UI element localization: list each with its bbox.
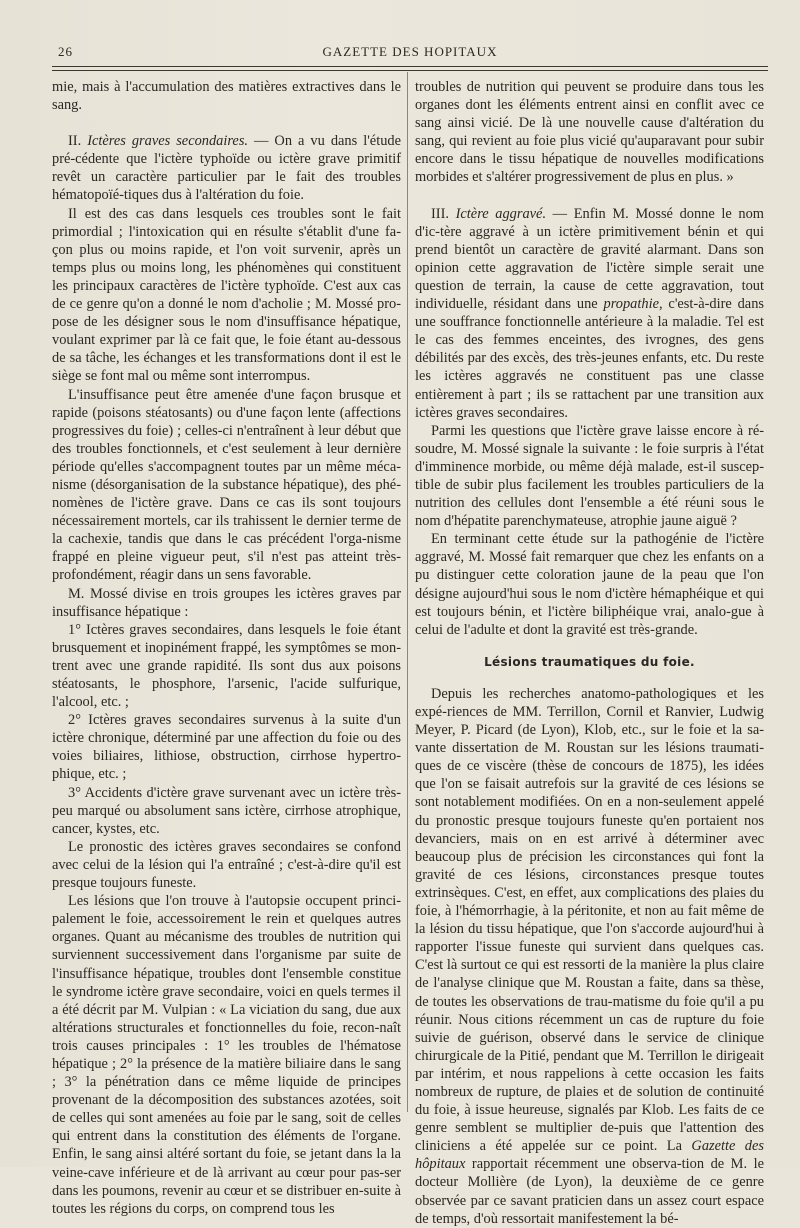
section-title: Ictères graves secondaires. bbox=[87, 133, 249, 150]
paragraph: En terminant cette étude sur la pathogénie de l'ictère aggravé, M. Mossé fait remarquer que chez les enfants on a pu distinguer cette coloration jaune de la peau que l'on désigne aujourd'hui sous le nom d'ictère hémaphéique et qui est toujours bénin, et l'ictère biliphéique vrai, analo-gue à celui de l'adulte et dont la gravité est très-grande. bbox=[415, 531, 764, 638]
section-number: II. bbox=[68, 133, 82, 150]
paragraph-text: — On a vu dans l'étude pré-cédente que l'ictère typhoïde ou ictère grave primitif revêt un caractère particulier par le fait des troubles hématopoïé-tiques dus à l'altération du foie. bbox=[52, 133, 401, 204]
paragraph-text: — Enfin M. Mossé donne le nom d'ic-tère aggravé à un ictère primitivement bénin et qui prend bientôt un caractère de gravité alarmant. Dans son opinion cette aggravation de l'ictère simple serait une question de terrain, la cause de cette aggravation, tout individuelle, résidant dans une bbox=[415, 205, 764, 313]
paragraph: troubles de nutrition qui peuvent se produire dans tous les organes dont les éléments entrent ainsi en conflit avec ce sang ainsi vicié. De là une nouvelle cause d'altération du sang, qui revient au foie plus vicié qu'auparavant pour subir encore dans le tissu hépatique de nouvelles modifications morbides et s'altérer progressivement de plus en plus. » bbox=[415, 79, 764, 186]
column-divider bbox=[407, 72, 408, 1112]
paragraph bbox=[415, 685, 764, 1228]
header-rule-thin bbox=[52, 70, 768, 71]
paragraph-text: , c'est-à-dire dans une souffrance fonctionnelle antérieure à la maladie. Tel est le cas des femmes enceintes, des ivrognes, des gens débilités par des excès, des très-jeunes enfants, etc. Du reste les ictères aggravés ne constituent pas une classe entièrement à part ; ils se rattachent par une transition aux ictères graves secondaires. bbox=[415, 296, 764, 421]
section-number: III. bbox=[431, 205, 449, 222]
section-heading: Lésions traumatiques du foie. bbox=[484, 654, 695, 669]
section-ii-paragraph bbox=[52, 132, 401, 204]
paragraph-text: Depuis les recherches anatomo-pathologiques et les expé-riences de MM. Terrillon, Cornil et Ranvier, Ludwig Meyer, P. Picard (de Lyon), Klob, etc., sur le foie et la sa-vante dissertation de M. Roustan sur les lésions traumati-ques de ce viscère (thèse de concours de 1875), les idées que l'on se faisait autrefois sur la gravité de ces lésions se sont notablement modifiées. On en a non-seulement appelé du pronostic presque toujours funeste qu'en portaient nos devanciers, mais on en est arrivé à déterminer avec beaucoup plus de précision les circonstances qui font la gravité de ces lésions, circonstances presque toutes extrinsèques. C'est, en effet, aux complications des plaies du foie, à l'hémorrhagie, à la péritonite, et non au fait même de la lésion du tissu hépatique, que l'on s'accorde aujourd'hui à rapporter l'issue funeste qui survient dans quelques cas. C'est là surtout ce qui est ressorti de la manière la plus claire de l'analyse clinique que M. Roustan a faite, dans sa thèse, de toutes les observations de trau-matisme du foie qu'il a pu réunir. Nous citions récemment un cas de rupture du foie suivie de guérison, observé dans le service de clinique chirurgicale de la Pitié, pendant que M. Terrillon le dirigeait par intérim, et nous rappelions à cette occasion les faits nombreux de rupture, de plaies et de solution de continuité du foie, à issue heureuse, signalés par Klob. Les faits de ce genre semblent se multiplier de-puis que l'attention des cliniciens a été appelée sur ce point. La bbox=[415, 685, 764, 1155]
paragraph: Parmi les questions que l'ictère grave laisse encore à ré-soudre, M. Mossé signale la suivante : le foie surpris à l'état d'imminence morbide, ou même déjà malade, est-il suscep-tible de subir plus facilement les troubles particuliers de la nutrition des cellules dont l'ensemble a été réuni sous le nom d'hépatite parenchymateuse, atrophie jaune aiguë ? bbox=[415, 422, 764, 530]
page-number: 26 bbox=[58, 44, 73, 59]
paragraph: Le pronostic des ictères graves secondaires se confond avec celui de la lésion qui l'a entraîné ; c'est-à-dire qu'il est presque toujours funeste. bbox=[52, 838, 401, 892]
right-column bbox=[415, 78, 764, 1228]
paragraph: L'insuffisance peut être amenée d'une façon brusque et rapide (poisons stéatosants) ou d'une façon lente (affections progressives du foie) ; celles-ci n'entraînent à leur début que des troubles fonctionnels, et c'est seulement à leur dernière période qu'elles s'accompagnent toutes par un même méca-nisme (désorganisation de la substance hépatique), des phé-nomènes de l'ictère grave. Dans ce cas ils sont toujours nécessairement mortels, car ils trahissent le dernier terme de la cachexie, tandis que dans le cas précédent l'orga-nisme frappé en pleine vigueur peut, s'il n'est pas atteint très-profondément, réagir dans un sens favorable. bbox=[52, 386, 401, 584]
section-iii-paragraph bbox=[415, 205, 764, 422]
italic-term: Gazette des hôpitaux bbox=[415, 1138, 764, 1173]
paragraph: M. Mossé divise en trois groupes les ictères graves par insuffisance hépatique : bbox=[52, 585, 401, 620]
paragraph-text: rapportait récemment une observa-tion de M. le docteur Mollière (de Lyon), la deuxième de ce genre observée par ce savant praticien dans un assez court espace de temps, d'où ressortait manifestement la bé- bbox=[415, 1156, 764, 1227]
header-rule-thick bbox=[52, 66, 768, 67]
paragraph: mie, mais à l'accumulation des matières extractives dans le sang. bbox=[52, 79, 401, 114]
page-header bbox=[52, 44, 768, 64]
italic-term: propathie bbox=[603, 296, 659, 313]
journal-title: GAZETTE DES HOPITAUX bbox=[322, 44, 498, 59]
list-item: 2° Ictères graves secondaires survenus à la suite d'un ictère chronique, déterminé par une affection du foie ou des voies biliaires, lithiose, obstruction, cirrhose hypertro-phique, etc. ; bbox=[52, 712, 401, 783]
paragraph: Les lésions que l'on trouve à l'autopsie occupent princi-palement le foie, accessoirement le rein et quelques autres organes. Quant au mécanisme des troubles de nutrition qui surviennent successivement dans l'organisme par suite de l'insuffisance hépatique, troubles dont l'ensemble constitue le syndrome ictère grave secondaire, voici en quels termes il a été décrit par M. Vulpian : « La viciation du sang, due aux altérations structurales et fonctionnelles du foie, recon-naît trois causes principales : 1° les troubles de l'hématose hépatique ; 2° la présence de la matière biliaire dans le sang ; 3° la pénétration dans ce même liquide de principes provenant de la décomposition des substances azotées, soit de celles qui sont amenées au foie par le sang, soit de celles qui entrent dans la constitution des éléments de l'organe. Enfin, le sang ainsi altéré sortant du foie, se jetant dans la la veine-cave inférieure et de là arrivant au cœur pour pas-ser dans les poumons, revenir au cœur et se distribuer en-suite à toutes les régions du corps, on comprend tous les bbox=[52, 893, 401, 1217]
paragraph: Il est des cas dans lesquels ces troubles sont le fait primordial ; l'intoxication qui en résulte s'établit d'une fa-çon plus ou moins rapide, et l'on voit survenir, après un temps plus ou moins long, les phénomènes qui constituent les principaux caractères de l'ictère typhoïde. C'est aux cas de ce genre qu'on a donné le nom d'acholie ; M. Mossé pro-pose de les désigner sous le nom d'insuffisance hépatique, voulant exprimer par là ce fait que, le foie étant au-dessous de sa tâche, les échanges et les transformations dont il est le siège se font mal ou même sont interrompus. bbox=[52, 205, 401, 385]
list-item: 1° Ictères graves secondaires, dans lesquels le foie étant brusquement et inopinément frappé, les symptômes se mon-trent avec une grande rapidité. Ils sont dus aux poisons stéatosants, le phosphore, l'arsenic, l'acide sulfurique, l'alcool, etc. ; bbox=[52, 621, 401, 711]
section-title: Ictère aggravé. bbox=[455, 205, 547, 222]
left-column bbox=[52, 78, 401, 1218]
list-item: 3° Accidents d'ictère grave survenant avec un ictère très-peu marqué ou absolument sans ictère, cirrhose atrophique, cancer, kystes, etc. bbox=[52, 784, 401, 837]
